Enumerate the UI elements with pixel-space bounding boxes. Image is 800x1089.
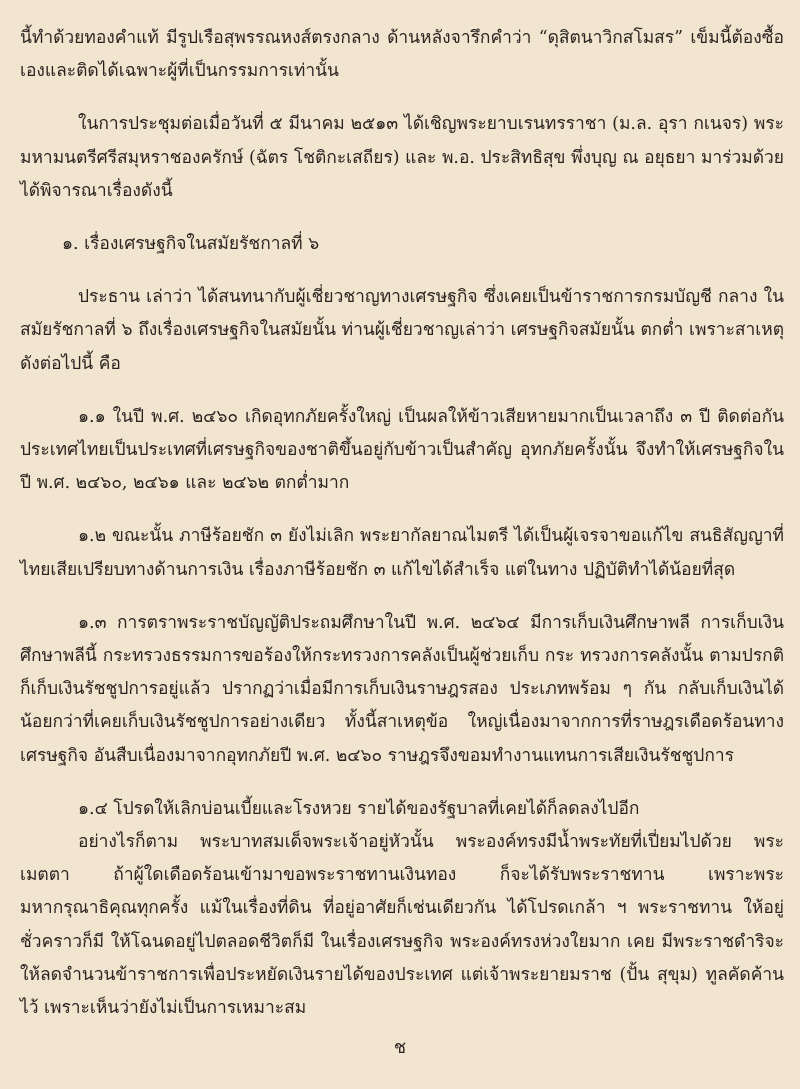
page-number: ช: [393, 1037, 407, 1058]
section-heading: ๑. เรื่องเศรษฐกิจในสมัยรัชกาลที่ ๖: [62, 234, 320, 255]
paragraph-item-1-1: ๑.๑ ในปี พ.ศ. ๒๔๖๐ เกิดอุทกภัยครั้งใหญ่ เป็นผลให้ข้าวเสียหายมากเป็นเวลาถึง ๓ ปี ติดต่อกัน ประเทศไทยเป็นประเทศที่เศรษฐกิจของชาติขึ้นอยู่กับข้าวเป็นสำคัญ อุทกภัยครั้งนั้น จึงทำให้เศรษฐกิจในปี พ.ศ. ๒๔๖๐, ๒๔๖๑ และ ๒๔๖๒ ตกต่ำมาก: [20, 406, 784, 494]
paragraph-membership-pin: นี้ทำด้วยทองคำแท้ มีรูปเรือสุพรรณหงส์ตรงกลาง ด้านหลังจารึกคำว่า “ดุสิตนาวิกสโมสร” เข็มนี้ต้องซื้อเองและติดได้เฉพาะผู้ที่เป็นกรรมการเท่านั้น: [20, 28, 784, 82]
paragraph-item-1-3: ๑.๓ การตราพระราชบัญญัติประถมศึกษาในปี พ.ศ. ๒๔๖๔ มีการเก็บเงินศึกษาพลี การเก็บเงินศึกษาพลีนี้ กระทรวงธรรมการขอร้องให้กระทรวงการคลังเป็นผู้ช่วยเก็บ กระ ทรวงการคลังนั้น ตามปรกติก็เก็บเงินรัชชูปการอยู่แล้ว ปรากฏว่าเมื่อมีการเก็บเงินราษฎรสอง ประเภทพร้อม ๆ กัน กลับเก็บเงินได้น้อยกว่าที่เคยเก็บเงินรัชชูปการอย่างเดียว ทั้งนี้สาเหตุข้อ ใหญ่เนื่องมาจากการที่ราษฎรเดือดร้อนทางเศรษฐกิจ อันสืบเนื่องมาจากอุทกภัยปี พ.ศ. ๒๔๖๐ ราษฎรจึงขอมทำงานแทนการเสียเงินรัชชูปการ: [20, 612, 784, 766]
paragraph-king-kindness: อย่างไรก็ตาม พระบาทสมเด็จพระเจ้าอยู่หัวนั้น พระองค์ทรงมีน้ำพระทัยที่เปี่ยมไปด้วย พระเมตตา ถ้าผู้ใดเดือดร้อนเข้ามาขอพระราชทานเงินทอง ก็จะได้รับพระราชทาน เพราะพระ มหากรุณาธิคุณทุกครั้ง แม้ในเรื่องที่ดิน ที่อยู่อาศัยก็เช่นเดียวกัน ได้โปรดเกล้า ฯ พระราชทาน ให้อยู่ชั่วคราวก็มี ให้โฉนดอยู่ไปตลอดชีวิตก็มี ในเรื่องเศรษฐกิจ พระองค์ทรงห่วงใยมาก เคย มีพระราชดำริจะให้ลดจำนวนข้าราชการเพื่อประหยัดเงินรายได้ของประเทศ แต่เจ้าพระยายมราช (ปั้น สุขุม) ทูลคัดค้านไว้ เพราะเห็นว่ายังไม่เป็นการเหมาะสม: [20, 832, 784, 1019]
paragraph-item-1-4: ๑.๔ โปรดให้เลิกบ่อนเบี้ยและโรงหวย รายได้ของรัฐบาลที่เคยได้ก็ลดลงไปอีก: [78, 798, 640, 819]
paragraph-chair-account: ประธาน เล่าว่า ได้สนทนากับผู้เชี่ยวชาญทางเศรษฐกิจ ซึ่งเคยเป็นข้าราชการกรมบัญชี กลาง ในสมัยรัชกาลที่ ๖ ถึงเรื่องเศรษฐกิจในสมัยนั้น ท่านผู้เชี่ยวชาญเล่าว่า เศรษฐกิจสมัยนั้น ตกต่ำ เพราะสาเหตุดังต่อไปนี้ คือ: [20, 287, 784, 374]
paragraph-item-1-2: ๑.๒ ขณะนั้น ภาษีร้อยชัก ๓ ยังไม่เลิก พระยากัลยาณไมตรี ได้เป็นผู้เจรจาขอแก้ไข สนธิสัญญาที่ไทยเสียเปรียบทางด้านการเงิน เรื่องภาษีร้อยชัก ๓ แก้ไขได้สำเร็จ แต่ในทาง ปฏิบัติทำได้น้อยที่สุด: [20, 526, 784, 580]
paragraph-meeting: ในการประชุมต่อเมื่อวันที่ ๕ มีนาคม ๒๕๑๓ ได้เชิญพระยาบเรนทรราชา (ม.ล. อุรา กเนจร) พระมหามนตรีศรีสมุหราชองครักษ์ (ฉัตร โชติกะเสถียร) และ พ.อ. ประสิทธิสุข พึ่งบุญ ณ อยุธยา มาร่วมด้วย ได้พิจารณาเรื่องดังนี้: [20, 114, 784, 201]
